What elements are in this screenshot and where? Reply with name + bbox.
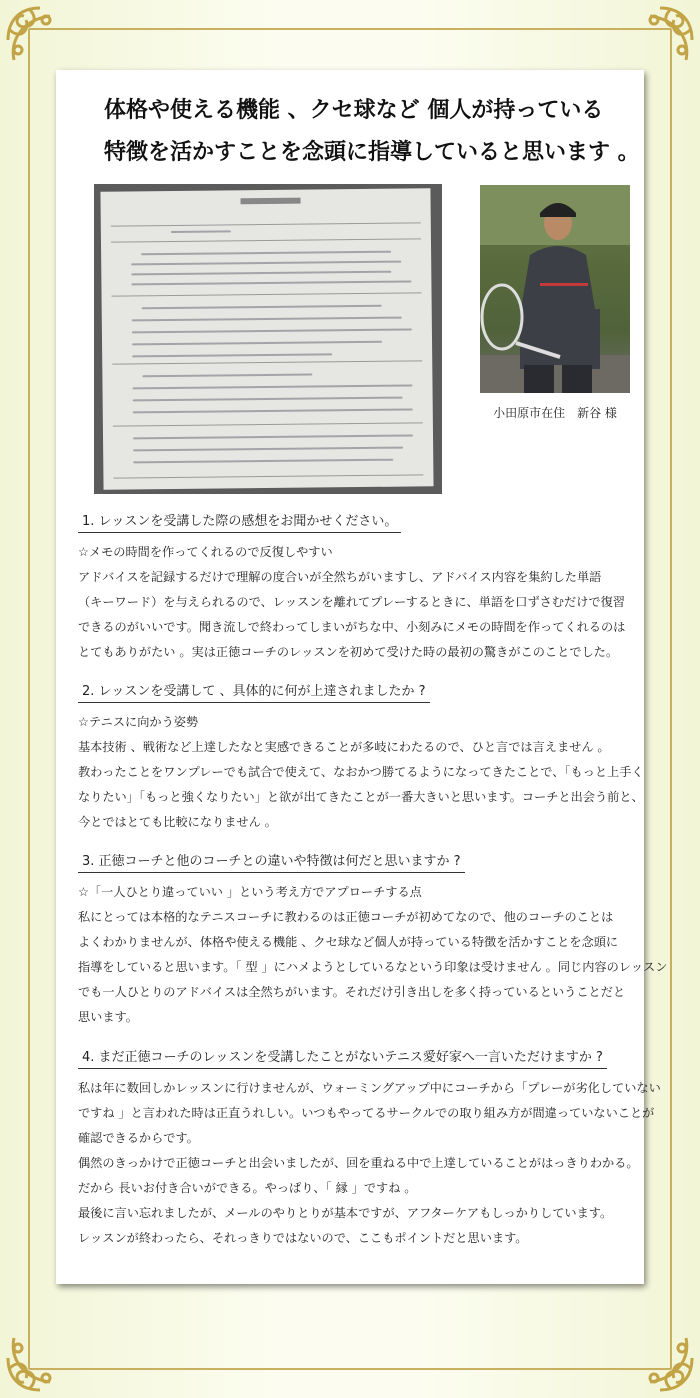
ornament-corner-icon [610, 1308, 700, 1398]
customer-photo [480, 185, 630, 393]
section-4-heading: 4. まだ正徳コーチのレッスンを受講したことがないテニス愛好家へ一言いただけますか ? [78, 1046, 607, 1069]
headline-line-1: 体格や使える機能 、クセ球など 個人が持っている [104, 98, 604, 123]
section-2-heading: 2. レッスンを受講して 、具体的に何が上達されましたか ? [78, 680, 430, 703]
section-2-body: ☆テニスに向かう姿勢 基本技術 、戦術など上達したなと実感できることが多岐にわたるので、ひと言では言えません 。 教わったことをワンプレーでも試合で使えて、なおかつ勝てるようになってきたことで、「もっと上手く なりたい」「もっと強くなりたい」と欲が出てきたことが一番大きいと思います。コーチと出会う前と、 今とではとても比較になりません 。 [78, 715, 644, 829]
survey-sheet-photo [94, 184, 442, 494]
section-3-heading: 3. 正徳コーチと他のコーチとの違いや特徴は何だと思いますか ? [78, 850, 465, 873]
ornament-corner-icon [0, 1308, 90, 1398]
testimonial-card [56, 70, 668, 1284]
survey-paper [100, 188, 433, 489]
page-title [104, 90, 640, 174]
tennis-player-icon [480, 185, 630, 393]
section-3-body: ☆「一人ひとり違っていい 」という考え方でアプローチする点 私にとっては本格的なテニスコーチに教わるのは正徳コーチが初めてなので、他のコーチのことは よくわかりませんが、体格や使える機能 、クセ球など個人が持っている特徴を活かすことを念頭に 指導をしていると思います。「 型 」にハメようとしているなという印象は受けません 。同じ内容のレッスン でも一人ひとりのアドバイスは全然ちがいます。それだけ引き出しを多く持っているということだと 思います。 [78, 885, 668, 1024]
headline-line-2: 特徴を活かすことを念頭に指導していると思います 。 [104, 140, 640, 165]
section-1-heading: 1. レッスンを受講した際の感想をお聞かせください。 [78, 510, 401, 533]
photo-caption: 小田原市在住 新谷 様 [493, 406, 617, 420]
section-4-body: 私は年に数回しかレッスンに行けませんが、ウォーミングアップ中にコーチから「プレーが劣化していない ですね 」と言われた時は正直うれしい。いつもやってるサークルでの取り組み方が間違っていないことが 確認できるからです。 偶然のきっかけで正徳コーチと出会いましたが、回を重ねる中で上達していることがはっきりわかる。 だから 長いお付き合いができる。やっぱり、「 縁 」ですね 。 最後に言い忘れましたが、メールのやりとりが基本ですが、アフターケアもしっかりしています。 レッスンが終わったら、それっきりではないので、ここもポイントだと思います。 [78, 1081, 661, 1245]
section-1-body: ☆メモの時間を作ってくれるので反復しやすい アドバイスを記録するだけで理解の度合いが全然ちがいますし、アドバイス内容を集約した単語 （キーワード）を与えられるので、レッスンを離れてプレーするときに、単語を口ずさむだけで復習 できるのがいいです。聞き流しで終わってしまいがちな中、小刻みにメモの時間を作ってくれるのは とてもありがたい 。実は正徳コーチのレッスンを初めて受けた時の最初の驚きがこのことでした。 [78, 545, 626, 659]
